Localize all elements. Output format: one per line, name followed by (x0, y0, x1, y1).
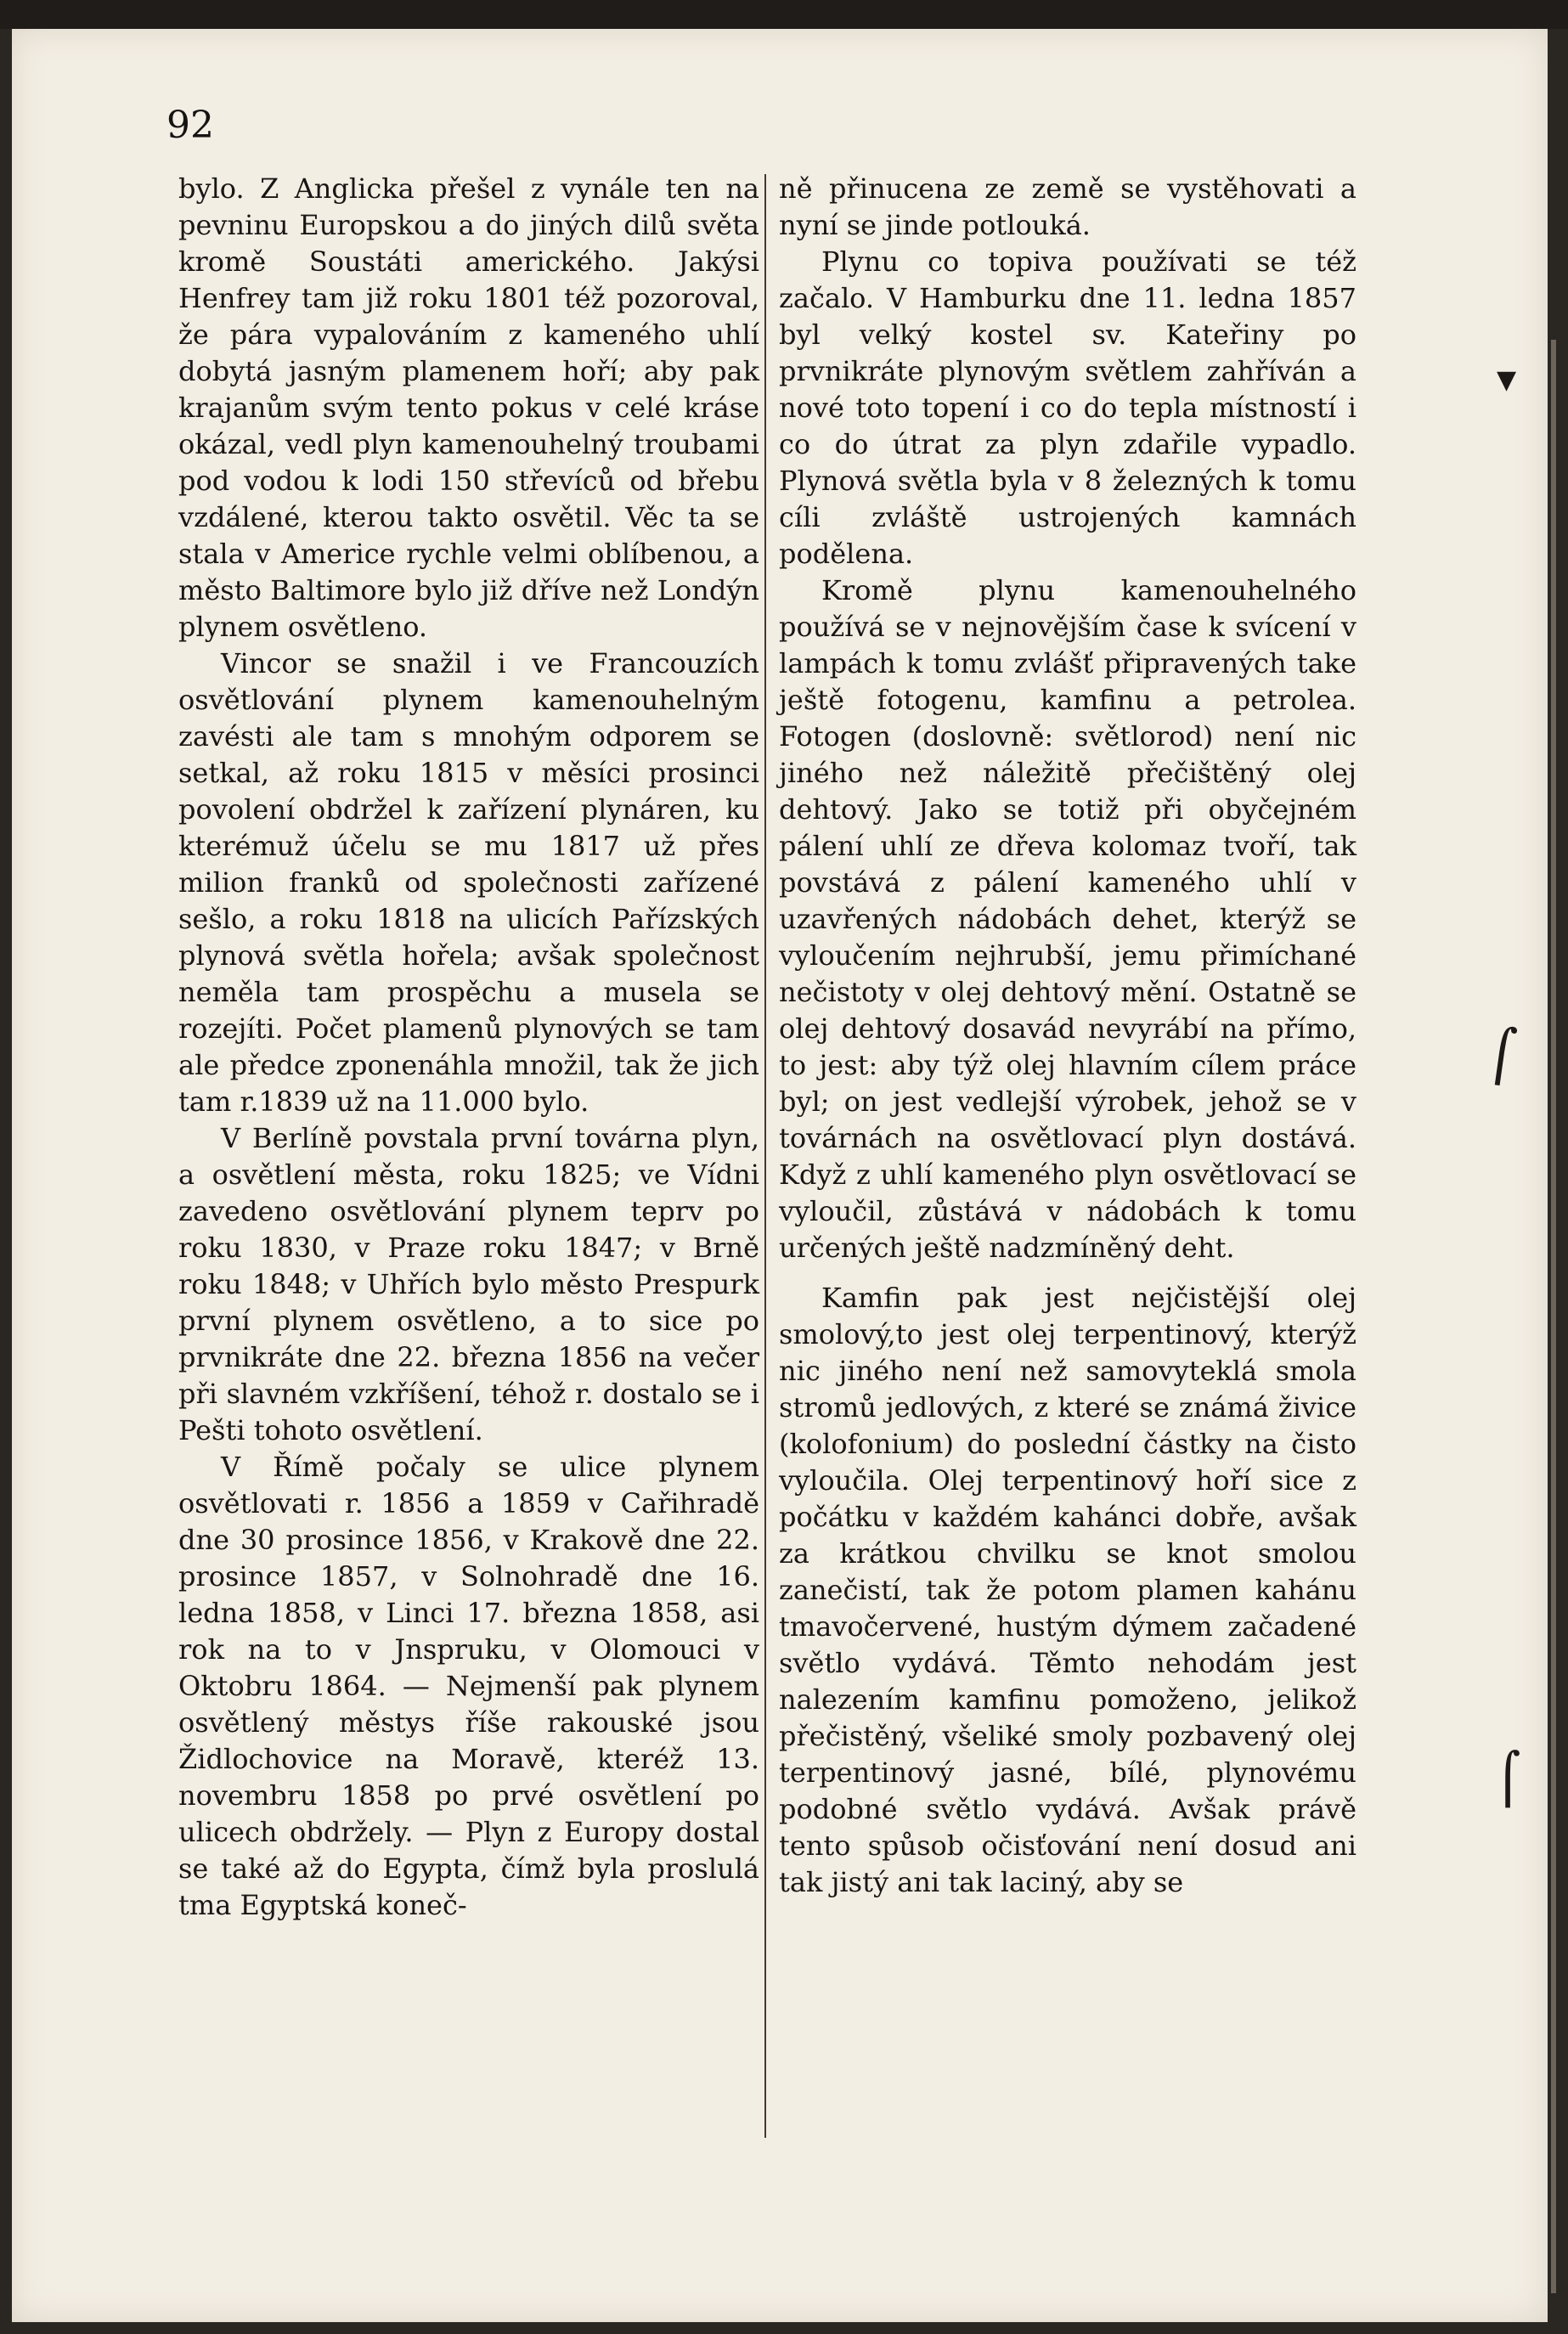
left-text-column (178, 171, 759, 1924)
paragraph: Kamfin pak jest nejčistější olej smolový,to jest olej terpentinový, kterýž nic jiného není než samovyteklá smola stromů jedlových, z které se známá živice (kolofonium) do poslední částky na čisto vyloučila. Olej terpentinový hoří sice z počátku v každém kahánci dobře, avšak za krátkou chvilku se knot smolou zanečistí, tak že potom plamen kahánu tmavočervené, hustým dýmem začadené světlo vydává. Těmto nehodám jest nalezením kamfinu pomoženo, jelikož přečistěný, všeliké smoly pozbavený olej terpentinový jasné, bílé, plynovému podobné světlo vydává. Avšak právě tento spůsob očisťování není dosud ani tak jistý ani tak laciný, aby se (779, 1282, 1356, 1898)
page-edge-shadow (1551, 340, 1556, 2293)
scan-top-edge (0, 0, 1568, 29)
paragraph: ně přinucena ze země se vystěhovati a nyní se jinde potlouká. (779, 172, 1356, 241)
right-text-column (779, 171, 1356, 1901)
column-divider (764, 174, 766, 2138)
paragraph: Vincor se snažil i ve Francouzích osvětlování plynem kamenouhelným zavésti ale tam s mnohým odporem se setkal, až roku 1815 v měsíci prosinci povolení obdržel k zařízení plynáren, ku kterémuž účelu se mu 1817 už přes milion franků od společnosti zařízené sešlo, a roku 1818 na ulicích Pařízských plynová světla hořela; avšak společnost neměla tam prospěchu a musela se rozejíti. Počet plamenů plynových se tam ale předce zponenáhla množil, tak že jich tam r.1839 už na 11.000 bylo. (178, 647, 759, 1118)
paragraph: Kromě plynu kamenouhelného používá se v nejnovějším čase k svícení v lampách k tomu zvlášť připravených take ještě fotogenu, kamfinu a petrolea. Fotogen (doslovně: světlorod) není nic jiného než náležitě přečištěný olej dehtový. Jako se totiž při obyčejném pálení uhlí ze dřeva kolomaz tvoří, tak povstává z pálení kameného uhlí v uzavřených nádobách dehet, kterýž se vyloučením nejhrubší, jemu přimíchané nečistoty v olej dehtový mění. Ostatně se olej dehtový dosavád nevyrábí na přímo, to jest: aby týž olej hlavním cílem práce byl; on jest vedlejší výrobek, jehož se v továrnách na osvětlovací plyn dostává. Když z uhlí kameného plyn osvětlovací se vyloučil, zůstává v nádobách k tomu určených ještě nadzmíněný deht. (779, 574, 1356, 1264)
paragraph: V Berlíně povstala první továrna plyn, a osvětlení města, roku 1825; ve Vídni zavedeno osvětlování plynem teprv po roku 1830, v Praze roku 1847; v Brně roku 1848; v Uhřích bylo město Prespurk první plynem osvětleno, a to sice po prvnikráte dne 22. března 1856 na večer při slavném vzkříšení, téhož r. dostalo se i Pešti tohoto osvětlení. (178, 1122, 759, 1446)
paragraph: V Římě počaly se ulice plynem osvětlovati r. 1856 a 1859 v Cařihradě dne 30 prosince 1856, v Krakově dne 22. prosince 1857, v Solnohradě dne 16. ledna 1858, v Linci 17. března 1858, asi rok na to v Jnspruku, v Olomouci v Oktobru 1864. — Nejmenší pak plynem osvětlený městys říše rakouské jsou Židlochovice na Moravě, kteréž 13. novembru 1858 po prvé osvětlení po ulicech obdržely. — Plyn z Europy dostal se také až do Egypta, čímž byla proslulá tma Egyptská koneč- (178, 1451, 759, 1921)
paragraph: bylo. Z Anglicka přešel z vynále ten na pevninu Europskou a do jiných dilů světa kromě Soustáti amerického. Jakýsi Henfrey tam již roku 1801 též pozoroval, že pára vypalováním z kameného uhlí dobytá jasným plamenem hoří; aby pak krajanům svým tento pokus v celé kráse okázal, vedl plyn kamenouhelný troubami pod vodou k lodi 150 střevíců od břebu vzdálené, kterou takto osvětil. Věc ta se stala v Americe rychle velmi oblíbenou, a město Baltimore bylo již dříve než Londýn plynem osvětleno. (178, 172, 759, 643)
margin-ink-mark: ▼ (1497, 365, 1517, 395)
paragraph: Plynu co topiva používati se též začalo. V Hamburku dne 11. ledna 1857 byl velký kostel sv. Kateřiny po prvnikráte plynovým světlem zahříván a nové toto topení i co do tepla místností i co do útrat za plyn zdařile vypadlo. Plynová světla byla v 8 železných k tomu cíli zvláště ustrojených kamnách podělena. (779, 245, 1356, 570)
margin-ink-mark: ⌠ (1484, 1024, 1519, 1087)
page-number: 92 (166, 104, 214, 147)
margin-ink-mark: ⌠ (1495, 1750, 1521, 1807)
